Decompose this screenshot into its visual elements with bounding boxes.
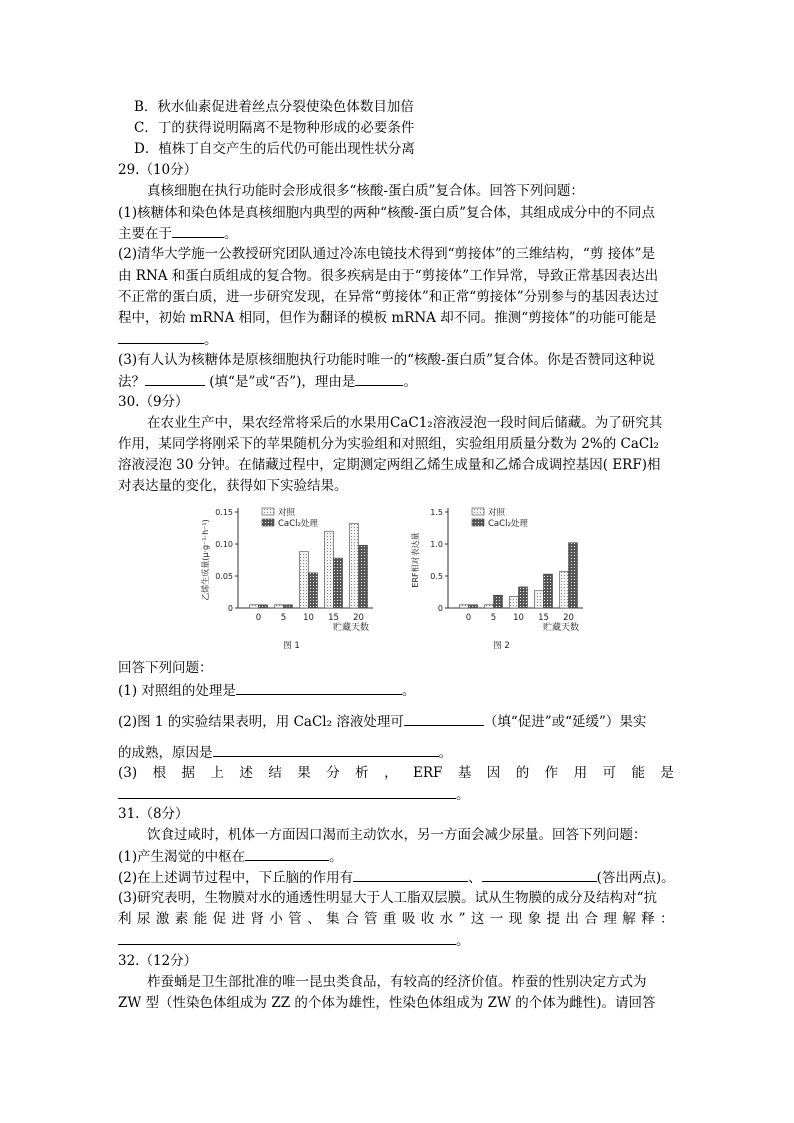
answer-blank[interactable]	[355, 373, 403, 386]
x-tick-label: 15	[328, 613, 339, 623]
legend-label: CaCl₂处理	[488, 519, 528, 529]
y-axis-label: 乙烯生成量(μ·g⁻¹·h⁻¹)	[201, 519, 210, 601]
x-tick-label: 0	[465, 613, 472, 623]
justified-char: 管	[288, 911, 302, 927]
legend-swatch	[262, 508, 274, 515]
bar-cacl2	[259, 605, 268, 608]
q29-intro: 真核细胞在执行功能时会形成很多“核酸-蛋白质”复合体。回答下列问题：	[147, 183, 584, 199]
q31-sub3-line3: 。	[118, 932, 470, 949]
y-tick-label: 0	[227, 604, 233, 613]
q30-para-line3: 溶液浸泡 30 分钟。在储藏过程中，定期测定两组乙烯生成量和乙烯合成调控基因( ERF)相	[118, 457, 661, 473]
x-tick-label: 5	[490, 613, 497, 623]
q31-sub3-line1: (3)研究表明，生物膜对水的通透性明显大于人工脂双层膜。试从生物膜的成分及结构对“抗	[118, 890, 658, 906]
legend-label: 对照	[278, 508, 296, 518]
q31-sub3-line2	[118, 911, 674, 927]
bar-control	[485, 605, 494, 608]
bar-control	[300, 552, 309, 608]
justified-char: ：	[660, 911, 674, 927]
q30-sub3-line2: 。	[118, 786, 470, 803]
q30-ask: 回答下列问题：	[118, 660, 213, 676]
y-tick-label: 0	[437, 604, 443, 613]
bar-cacl2	[284, 605, 293, 608]
bar-cacl2	[494, 595, 503, 608]
justified-char: 提	[546, 911, 561, 927]
justified-char: 合	[345, 911, 359, 927]
legend-label: CaCl₂处理	[278, 519, 318, 529]
q29-part2-line5: 。	[118, 331, 218, 348]
justified-char: 是	[660, 765, 674, 781]
justified-char: 果	[297, 765, 311, 781]
bar-control	[510, 596, 519, 608]
x-tick-label: 15	[538, 613, 549, 623]
justified-char: 利	[118, 911, 132, 927]
justified-char: ，	[384, 765, 398, 781]
q32-heading: 32.（12分）	[118, 953, 198, 969]
justified-char: 这	[470, 911, 485, 927]
q30-sub3-line1	[118, 765, 674, 781]
y-axis-label: ERF相对表达量	[411, 532, 420, 588]
figure-2-chart	[408, 500, 608, 652]
legend-label: 对照	[488, 508, 506, 518]
justified-char: 基	[457, 765, 472, 781]
justified-char: 作	[544, 765, 559, 781]
legend-swatch	[472, 519, 484, 526]
justified-char: 、	[307, 911, 321, 927]
q29-part2-line4: 程中，初始 mRNA 相同，但作为翻译的模板 mRNA 却不同。推测“剪接体”的功能可能是	[118, 310, 657, 326]
justified-char: 析	[355, 765, 369, 781]
bar-cacl2	[569, 543, 578, 608]
justified-char: 促	[212, 911, 227, 927]
justified-char: 现	[508, 911, 523, 927]
justified-char: 用	[573, 765, 588, 781]
answer-blank[interactable]	[118, 932, 456, 945]
figure-1-chart	[198, 500, 398, 652]
x-tick-label: 5	[280, 613, 287, 623]
q31-sub1: (1)产生渴觉的中枢在 。	[118, 849, 343, 865]
justified-char: 吸	[401, 911, 416, 927]
q29-part3-line2: 法？ (填“是”或“否”)，理由是 。	[118, 374, 417, 390]
y-tick-label: 0.15	[215, 508, 233, 517]
justified-char: 能	[631, 765, 645, 781]
option-b: B．秋水仙素促进着丝点分裂使染色体数目加倍	[134, 99, 414, 115]
justified-char: 理	[603, 911, 617, 927]
x-axis-label: 贮藏天数	[542, 623, 580, 633]
y-tick-label: 1.5	[430, 508, 443, 517]
x-tick-label: 20	[563, 613, 574, 623]
q31-sub2: (2)在上述调节过程中，下丘脑的作用有 、 (答出两点)。	[118, 870, 675, 886]
option-d: D．植株丁自交产生的后代仍可能出现性状分离	[134, 141, 415, 157]
bar-cacl2	[544, 574, 553, 608]
justified-char: 结	[268, 765, 282, 781]
answer-blank[interactable]	[172, 225, 224, 238]
q29-heading: 29.（10分）	[118, 162, 198, 178]
bar-control	[325, 531, 334, 608]
justified-char: 出	[565, 911, 580, 927]
justified-char: 重	[382, 911, 397, 927]
answer-blank[interactable]	[118, 786, 456, 799]
justified-char: ERF	[413, 765, 443, 781]
justified-char: 肾	[250, 911, 264, 927]
x-tick-label: 10	[303, 613, 314, 623]
justified-char: 管	[363, 911, 378, 927]
answer-blank[interactable]	[482, 869, 597, 882]
x-tick-label: 10	[513, 613, 524, 623]
justified-char: 小	[269, 911, 283, 927]
q29-part3-line1: (3)有人认为核糖体是原核细胞执行功能时唯一的“核酸-蛋白质”复合体。你是否赞同这种说	[118, 352, 655, 368]
bar-cacl2	[309, 573, 318, 608]
justified-char: 释	[641, 911, 655, 927]
justified-char: 的	[515, 765, 530, 781]
q30-heading: 30.（9分）	[118, 394, 189, 410]
q30-sub2-line1: (2)图 1 的实验结果表明，用 CaCl₂ 溶液处理可 （填“促进”或“延缓”）果实	[118, 714, 647, 730]
q29-part2-line1: (2)清华大学施一公教授研究团队通过冷冻电镜技术得到“剪接体”的三维结构，“剪 接体”是	[118, 246, 656, 262]
q30-sub1: (1) 对照组的处理是 。	[118, 683, 416, 699]
justified-char: 收	[420, 911, 435, 927]
y-tick-label: 0.10	[215, 540, 233, 549]
legend-swatch	[262, 519, 274, 526]
q32-para-line1: 柞蚕蛹是卫生部批准的唯一昆虫类食品，有较高的经济价值。柞蚕的性别决定方式为	[147, 974, 647, 990]
x-tick-label: 20	[353, 613, 364, 623]
justified-char: 水	[439, 911, 454, 927]
bar-cacl2	[334, 558, 343, 608]
answer-blank[interactable]	[353, 869, 468, 882]
q30-sub2-line2: 的成熟，原因是 。	[118, 745, 452, 761]
y-tick-label: 0.5	[430, 572, 443, 581]
bar-cacl2	[359, 545, 368, 608]
q30-para-line2: 作用，某同学将刚采下的苹果随机分为实验组和对照组，实验组用质量分数为 2%的 CaCl₂	[118, 436, 659, 452]
justified-char: 象	[527, 911, 542, 927]
justified-char: 上	[210, 765, 224, 781]
answer-blank[interactable]	[245, 848, 329, 861]
q29-part2-line2: 由 RNA 和蛋白质组成的复合物。很多疾病是由于“剪接体”工作异常，导致正常基因表达出	[118, 268, 659, 284]
bar-control	[250, 605, 259, 608]
answer-blank[interactable]	[236, 682, 402, 695]
justified-char: 合	[584, 911, 598, 927]
justified-char: ”	[458, 911, 466, 927]
q31-heading: 31.（8分）	[118, 806, 189, 822]
justified-char: 据	[181, 765, 195, 781]
justified-char: 根	[152, 765, 167, 781]
bar-control	[275, 605, 284, 608]
q32-para-line2: ZW 型（性染色体组成为 ZZ 的个体为雄性，性染色体组成为 ZW 的个体为雌性)。请回答	[118, 995, 656, 1011]
justified-char: 分	[326, 765, 340, 781]
justified-char: 因	[486, 765, 501, 781]
justified-char: 能	[193, 911, 208, 927]
legend-swatch	[472, 508, 484, 515]
figure-caption: 图 1	[283, 641, 300, 651]
y-tick-label: 0.05	[215, 572, 233, 581]
justified-char: (3)	[118, 765, 138, 781]
y-tick-label: 1.0	[430, 540, 443, 549]
option-c: C．丁的获得说明隔离不是物种形成的必要条件	[134, 120, 415, 136]
answer-blank[interactable]	[213, 744, 439, 757]
justified-char: 进	[231, 911, 246, 927]
bar-cacl2	[519, 587, 528, 608]
answer-blank[interactable]	[145, 373, 205, 386]
justified-char: 尿	[136, 911, 151, 927]
q29-part1-line1: (1)核糖体和染色体是真核细胞内典型的两种“核酸-蛋白质”复合体，其组成成分中的不同点	[118, 205, 655, 221]
bar-control	[560, 572, 569, 608]
justified-char: 述	[239, 765, 253, 781]
bar-cacl2	[469, 605, 478, 608]
justified-char: 一	[489, 911, 504, 927]
q29-part1-line2: 主要在于 。	[118, 226, 238, 242]
q30-para-line1: 在农业生产中，果农经常将采后的水果用CaC1₂溶液浸泡一段时间后储藏。为了研究其	[147, 415, 663, 431]
q31-intro: 饮食过咸时，机体一方面因口渴而主动饮水，另一方面会减少尿量。回答下列问题：	[147, 827, 647, 843]
bar-control	[460, 605, 469, 608]
q30-para-line4: 对表达量的变化，获得如下实验结果。	[118, 478, 348, 494]
x-axis-label: 贮藏天数	[332, 623, 370, 633]
bar-control	[535, 591, 544, 608]
justified-char: 解	[622, 911, 636, 927]
q29-part2-line3: 不正常的蛋白质，进一步研究发现，在异常“剪接体”和正常“剪接体”分别参与的基因表达过	[118, 289, 659, 305]
justified-char: 素	[174, 911, 189, 927]
justified-char: 可	[602, 765, 617, 781]
justified-char: 集	[326, 911, 340, 927]
answer-blank[interactable]	[118, 331, 204, 344]
bar-control	[350, 524, 359, 608]
x-tick-label: 0	[255, 613, 262, 623]
justified-char: 激	[155, 911, 170, 927]
figure-caption: 图 2	[493, 641, 510, 651]
answer-blank[interactable]	[404, 713, 484, 726]
